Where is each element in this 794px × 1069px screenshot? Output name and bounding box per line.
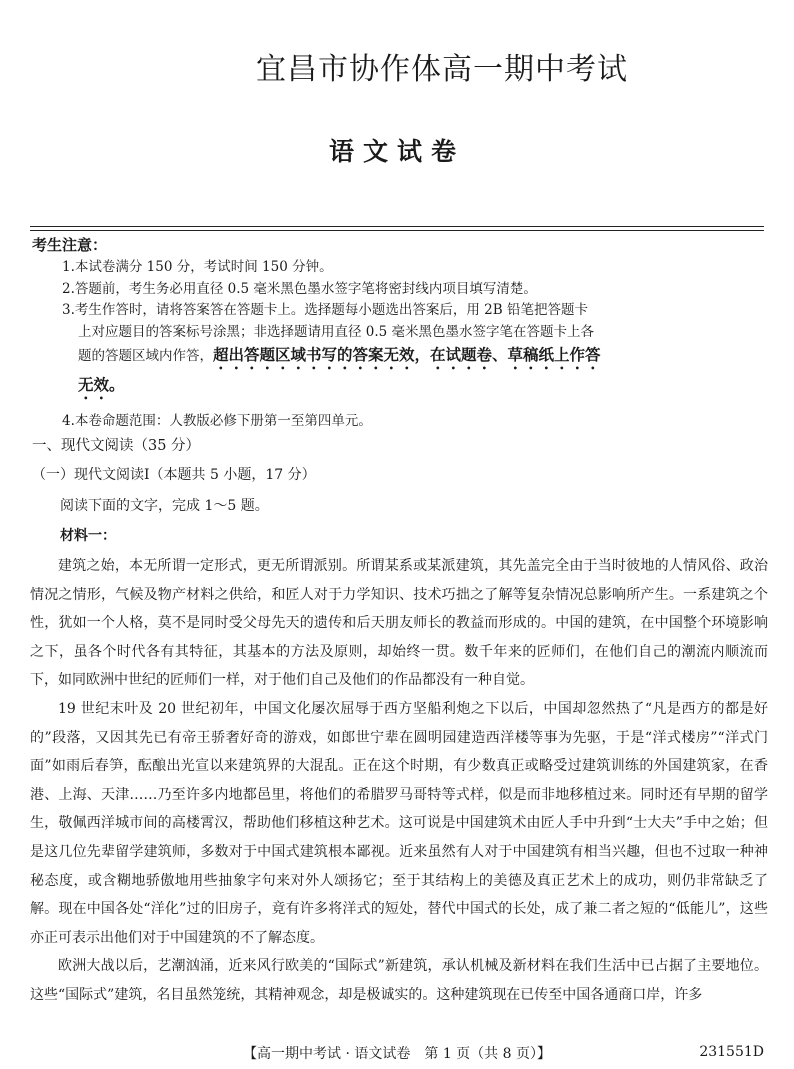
header-divider <box>30 226 764 227</box>
notice-item-3-line-4 <box>62 373 662 403</box>
exam-title: 宜昌市协作体高一期中考试 <box>256 52 628 87</box>
paper-code: 231551D <box>699 1044 764 1060</box>
header-divider-thin <box>30 230 764 231</box>
notice-item-3-line-2: 上对应题目的答案标号涂黑；非选择题请用直径 0.5 毫米黑色墨水签字笔在答题卡上各 <box>78 323 595 340</box>
page-footer: 【高一期中考试 · 语文试卷 第 1 页（共 8 页）】 <box>243 1046 551 1062</box>
notice-item-3-line-1: 3.考生作答时，请将答案答在答题卡上。选择题每小题选出答案后，用 2B 铅笔把答题卡 <box>62 302 588 318</box>
notice-heading: 考生注意： <box>32 236 108 254</box>
notice-item-4: 4.本卷命题范围：人教版必修下册第一至第四单元。 <box>62 413 372 429</box>
material-label: 材料一： <box>60 528 116 544</box>
notice-item-1: 1.本试卷满分 150 分，考试时间 150 分钟。 <box>62 259 333 275</box>
section-title: 一、现代文阅读（35 分） <box>32 438 201 454</box>
passage-paragraph-2: 19 世纪末叶及 20 世纪初年，中国文化屡次屈辱于西方坚船利炮之下以后，中国却忽然热了“凡是西方的都是好的”段落，又因其先已有帝王骄奢好奇的游戏，如郎世宁辈在圆明园建造西洋楼等事为先驱，于是“洋式楼房”“洋式门面”如雨后春笋，酝酿出光宣以来建筑界的大混乱。正在这个时期，有少数真正或略受过建筑训练的外国建筑家，在香港、上海、天津……乃至许多内地都邑里，将他们的希腊罗马哥特等式样，似是而非地移植过来。同时还有早期的留学生，敬佩西洋城市间的高楼霄汉，帮助他们移植这种艺术。这可说是中国建筑术由匠人手中升到“士大夫”手中之始；但是这几位先辈留学建筑师，多数对于中国式建筑根本鄙视。近来虽然有人对于中国建筑有相当兴趣，但也不过取一种神秘态度，或含糊地骄傲地用些抽象字句来对外人颂扬它；至于其结构上的美德及真正艺术上的成功，则仍非常缺乏了解。现在中国各处“洋化”过的旧房子，竟有许多将洋式的短处，替代中国式的长处，成了兼二者之短的“低能儿”，这些亦正可表示出他们对于中国建筑的不了解态度。 <box>30 700 768 946</box>
passage-body <box>30 552 768 1010</box>
subsection-title: （一）现代文阅读Ⅰ（本题共 5 小题，17 分） <box>32 467 316 483</box>
reading-instruction: 阅读下面的文字，完成 1～5 题。 <box>60 498 269 514</box>
notice-item-3-emphasis-end: 无效。 <box>78 376 125 394</box>
notice-item-3-line-3 <box>62 343 662 373</box>
notice-item-3-emphasis: 超出答题区域书写的答案无效，在试题卷、草稿纸上作答 <box>213 346 601 364</box>
paper-subtitle: 语文试卷 <box>328 137 465 166</box>
notice-item-3-plain: 题的答题区域内作答， <box>78 348 213 364</box>
passage-paragraph-3: 欧洲大战以后，艺潮汹涌，近来风行欧美的“国际式”新建筑，承认机械及新材料在我们生活中已占据了主要地位。这些“国际式”建筑，名目虽然笼统，其精神观念，却是极诚实的。这种建筑现在已传至中国各通商口岸，许多 <box>30 958 768 1003</box>
passage-paragraph-1: 建筑之始，本无所谓一定形式，更无所谓派别。所谓某系或某派建筑，其先盖完全由于当时彼地的人情风俗、政治情况之情形，气候及物产材料之供给，和匠人对于力学知识、技术巧拙之了解等复杂情况总影响所产生。一系建筑之个性，犹如一个人格，莫不是同时受父母先天的遗传和后天朋友师长的教益而形成的。中国的建筑，在中国整个环境影响之下，虽各个时代各有其特征，其基本的方法及原则，却始终一贯。数千年来的匠师们，在他们自己的潮流内顺流而下，如同欧洲中世纪的匠师们一样，对于他们自己及他们的作品都没有一种自觉。 <box>30 558 768 689</box>
notice-list <box>62 257 662 433</box>
notice-item-2: 2.答题前，考生务必用直径 0.5 毫米黑色墨水签字笔将密封线内项目填写清楚。 <box>62 280 537 297</box>
